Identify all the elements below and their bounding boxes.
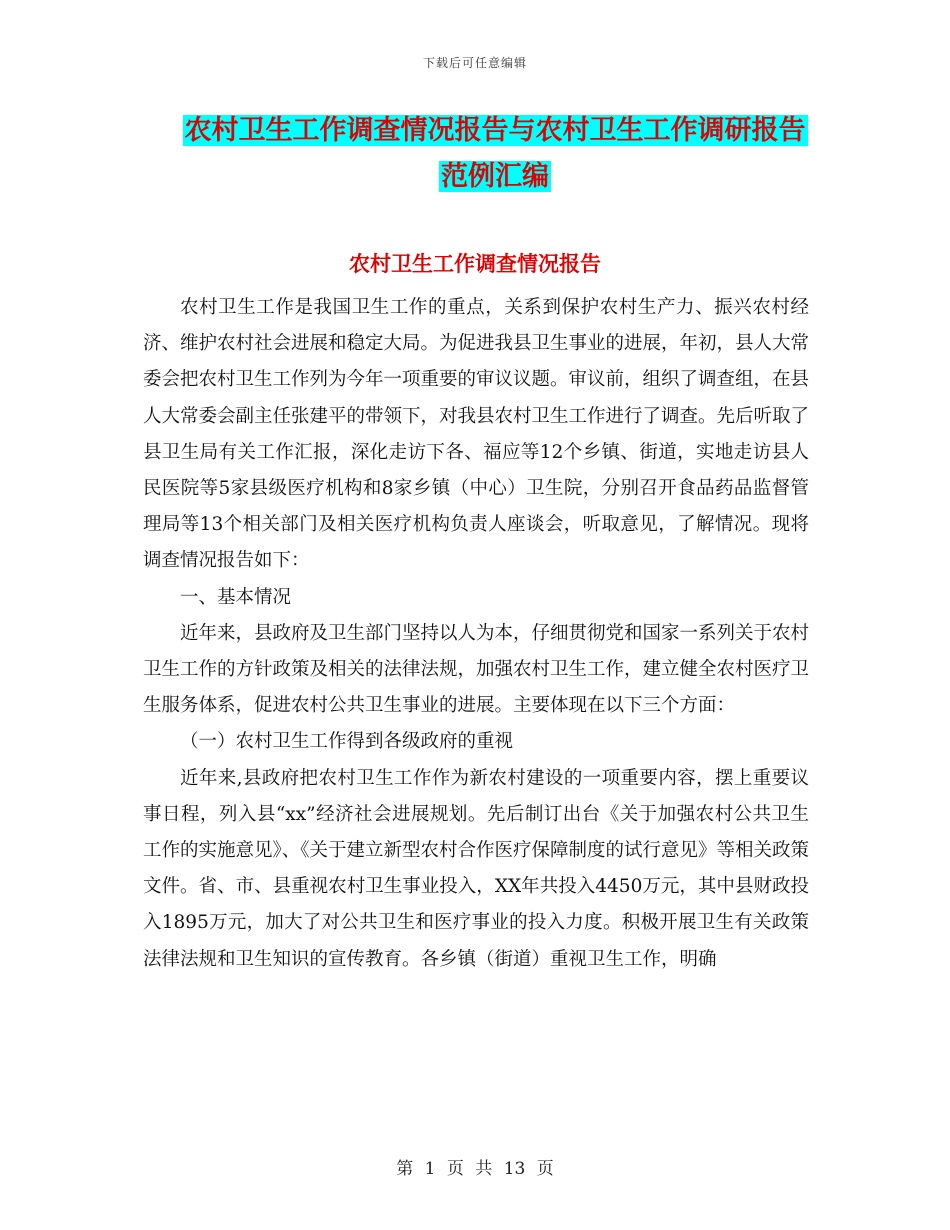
body-text xyxy=(143,290,809,978)
paragraph-government-attention: 近年来,县政府把农村卫生工作作为新农村建设的一项重要内容，摆上重要议事日程，列入县“xx”经济社会进展规划。先后制订出台《关于加强农村公共卫生工作的实施意见》、《关于建立新型农村合作医疗保障制度的试行意见》等相关政策文件。省、市、县重视农村卫生事业投入，XX年共投入4450万元，其中县财政投入1895万元，加大了对公共卫生和医疗事业的投入力度。积极开展卫生有关政策法律法规和卫生知识的宣传教育。各乡镇（街道）重视卫生工作，明确 xyxy=(143,767,810,970)
title-line-1: 农村卫生工作调查情况报告与农村卫生工作调研报告 xyxy=(184,115,806,146)
heading-government-attention: （一）农村卫生工作得到各级政府的重视 xyxy=(180,731,514,753)
header-note: 下载后可任意编辑 xyxy=(422,56,527,70)
section-title: 农村卫生工作调查情况报告 xyxy=(349,252,601,276)
title-line-2: 范例汇编 xyxy=(441,161,549,192)
document-title xyxy=(120,108,870,200)
paragraph-intro: 农村卫生工作是我国卫生工作的重点，关系到保护农村生产力、振兴农村经济、维护农村社会进展和稳定大局。为促进我县卫生事业的进展，年初，县人大常委会把农村卫生工作列为今年一项重要的审议议题。审议前，组织了调查组，在县人大常委会副主任张建平的带领下，对我县农村卫生工作进行了调查。先后听取了县卫生局有关工作汇报，深化走访下各、福应等12个乡镇、街道，实地走访县人民医院等5家县级医疗机构和8家乡镇（中心）卫生院，分别召开食品药品监督管理局等13个相关部门及相关医疗机构负责人座谈会，听取意见，了解情况。现将调查情况报告如下： xyxy=(143,297,810,572)
page-footer: 第 1 页 共 13 页 xyxy=(396,1159,554,1179)
heading-basic-situation: 一、基本情况 xyxy=(180,586,292,608)
paragraph-overview: 近年来，县政府及卫生部门坚持以人为本，仔细贯彻党和国家一系列关于农村卫生工作的方针政策及相关的法律法规，加强农村卫生工作，建立健全农村医疗卫生服务体系，促进农村公共卫生事业的进展。主要体现在以下三个方面： xyxy=(143,622,810,717)
